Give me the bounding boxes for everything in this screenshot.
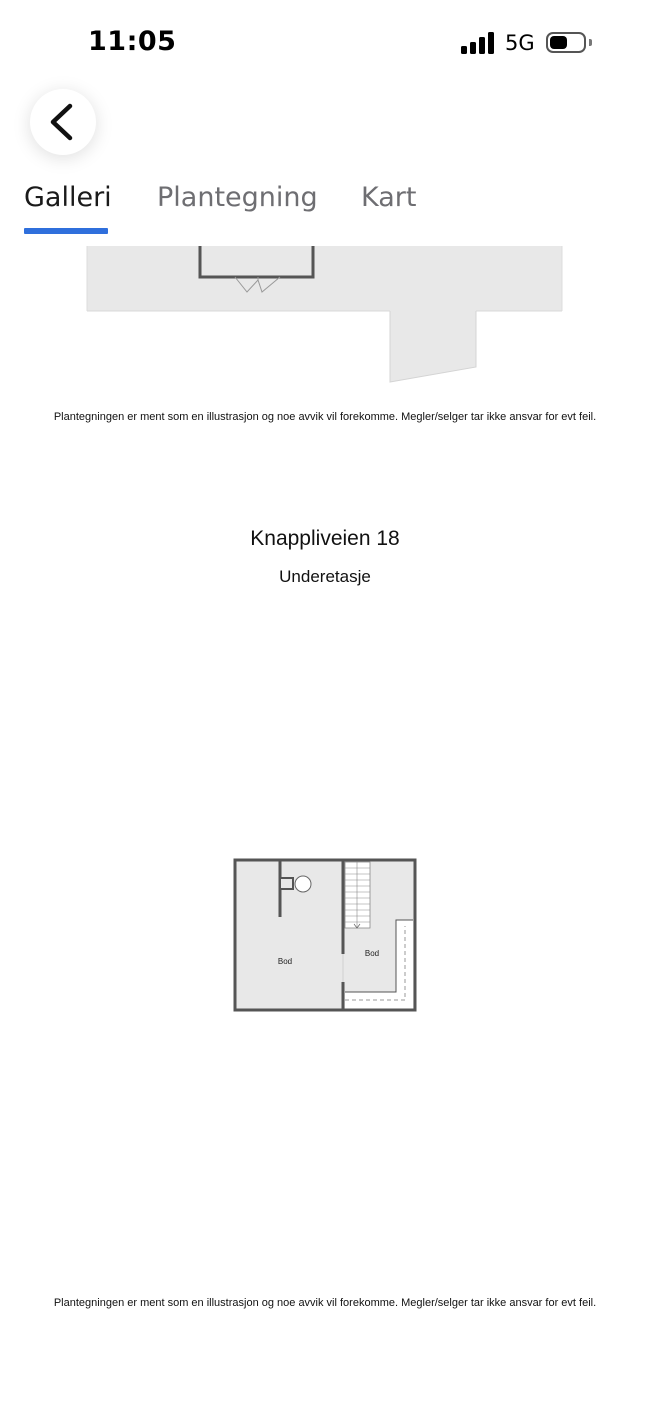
- network-type-label: 5G: [505, 31, 535, 55]
- floorplan-disclaimer: Plantegningen er ment som en illustrasjon og noe avvik vil forekomme. Megler/selger tar ikke ansvar for evt feil.: [53, 1297, 597, 1309]
- room-label: Bod: [277, 957, 293, 966]
- battery-tip: [589, 39, 592, 46]
- battery-level: [550, 36, 567, 49]
- back-button[interactable]: [30, 89, 96, 155]
- status-time: 11:05: [88, 26, 177, 57]
- floorplan-disclaimer: Plantegningen er ment som en illustrasjon og noe avvik vil forekomme. Megler/selger tar ikke ansvar for evt feil.: [53, 411, 597, 423]
- tab-plantegning[interactable]: Plantegning: [157, 182, 318, 213]
- tab-kart[interactable]: Kart: [361, 182, 417, 213]
- floorplan-address: Knappliveien 18: [250, 527, 400, 550]
- floorplan-floor-label: Underetasje: [279, 567, 371, 586]
- floorplan-image-upper: [0, 244, 650, 394]
- tab-galleri[interactable]: Galleri: [24, 182, 112, 213]
- status-bar: [0, 0, 650, 88]
- floorplan-image-basement: [225, 850, 425, 1020]
- chevron-left-icon: [30, 89, 96, 155]
- tab-bar: [0, 170, 650, 240]
- cellular-signal-icon: [461, 32, 495, 54]
- battery-icon: [546, 32, 586, 53]
- room-label: Bod: [364, 949, 380, 958]
- active-tab-indicator: [24, 228, 108, 234]
